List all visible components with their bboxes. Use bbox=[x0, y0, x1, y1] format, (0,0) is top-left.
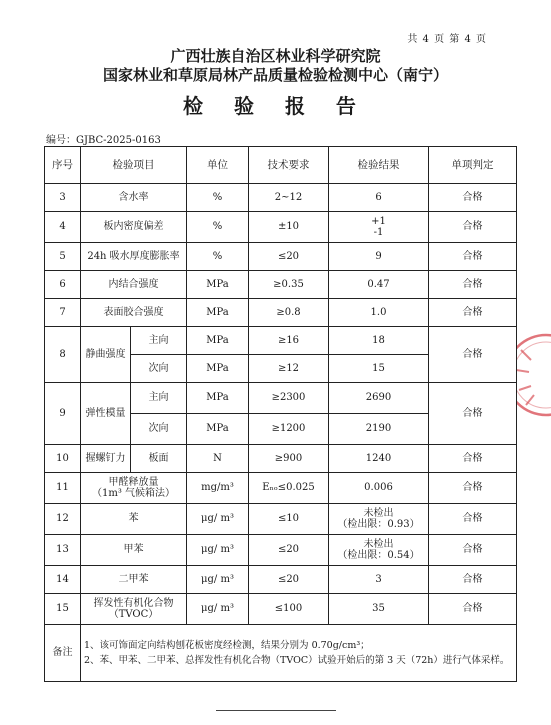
signature-line bbox=[216, 710, 336, 711]
seq-cell: 11 bbox=[45, 473, 81, 504]
seq-cell: 8 bbox=[45, 327, 81, 383]
header-result: 检验结果 bbox=[329, 147, 429, 184]
requirement-cell: ≥16 bbox=[249, 327, 329, 355]
item-cell: 弹性模量 bbox=[81, 383, 131, 445]
table-row bbox=[45, 383, 517, 414]
unit-cell: MPa bbox=[187, 355, 249, 383]
result-plus: +1 bbox=[371, 215, 386, 227]
item-cell: 静曲强度 bbox=[81, 327, 131, 383]
judgement-cell: 合格 bbox=[429, 299, 517, 327]
item-cell: 24h 吸水厚度膨胀率 bbox=[81, 243, 187, 271]
testing-center-name: 国家林业和草原局林产品质量检验检测中心（南宁） bbox=[102, 66, 448, 84]
table-row bbox=[45, 184, 517, 212]
table-row bbox=[45, 535, 517, 566]
seq-cell: 7 bbox=[45, 299, 81, 327]
seq-cell: 13 bbox=[45, 535, 81, 566]
item-method: （1m³ 气候箱法） bbox=[91, 488, 176, 499]
result-cell bbox=[329, 535, 429, 566]
report-code: 编号：GJBC-2025-0163 bbox=[46, 135, 161, 146]
requirement-cell: ≤20 bbox=[249, 535, 329, 566]
requirement-cell: ≤20 bbox=[249, 243, 329, 271]
table-row bbox=[45, 566, 517, 594]
table-row bbox=[45, 327, 517, 355]
item-abbrev: （TVOC） bbox=[108, 609, 159, 620]
result-cell: 1240 bbox=[329, 445, 429, 473]
table-row bbox=[45, 594, 517, 625]
result-not-detected: 未检出 bbox=[363, 507, 394, 519]
judgement-cell: 合格 bbox=[429, 445, 517, 473]
requirement-cell: 2~12 bbox=[249, 184, 329, 212]
judgement-cell: 合格 bbox=[429, 535, 517, 566]
seq-cell: 14 bbox=[45, 566, 81, 594]
seq-cell: 6 bbox=[45, 271, 81, 299]
notes-label: 备注 bbox=[45, 625, 81, 682]
unit-cell: MPa bbox=[187, 383, 249, 414]
item-cell: 握螺钉力 bbox=[81, 445, 131, 473]
red-seal-stamp bbox=[517, 300, 551, 450]
requirement-cell: ±10 bbox=[249, 212, 329, 243]
result-cell: 15 bbox=[329, 355, 429, 383]
result-cell: 35 bbox=[329, 594, 429, 625]
requirement-cell: ≤100 bbox=[249, 594, 329, 625]
item-cell: 苯 bbox=[81, 504, 187, 535]
unit-cell: mg/m³ bbox=[187, 473, 249, 504]
header-item: 检验项目 bbox=[81, 147, 187, 184]
item-cell: 甲苯 bbox=[81, 535, 187, 566]
direction-cell: 主向 bbox=[131, 383, 187, 414]
unit-cell: μg/ m³ bbox=[187, 594, 249, 625]
requirement-cell: ≤10 bbox=[249, 504, 329, 535]
requirement-cell: ≥0.8 bbox=[249, 299, 329, 327]
document-title: 检 验 报 告 bbox=[183, 94, 368, 118]
seq-cell: 4 bbox=[45, 212, 81, 243]
detection-limit: （检出限：0.93） bbox=[337, 519, 420, 530]
item-cell: 含水率 bbox=[81, 184, 187, 212]
result-cell: 3 bbox=[329, 566, 429, 594]
requirement-cell: ≥1200 bbox=[249, 414, 329, 445]
requirement-cell: ≥900 bbox=[249, 445, 329, 473]
judgement-cell: 合格 bbox=[429, 184, 517, 212]
organization-name: 广西壮族自治区林业科学研究院 bbox=[170, 47, 381, 65]
seq-cell: 12 bbox=[45, 504, 81, 535]
unit-cell: % bbox=[187, 212, 249, 243]
direction-cell: 主向 bbox=[131, 327, 187, 355]
seq-cell: 15 bbox=[45, 594, 81, 625]
result-cell: 2190 bbox=[329, 414, 429, 445]
table-row bbox=[45, 504, 517, 535]
item-cell: 二甲苯 bbox=[81, 566, 187, 594]
unit-cell: MPa bbox=[187, 271, 249, 299]
header-requirement: 技术要求 bbox=[249, 147, 329, 184]
unit-cell: μg/ m³ bbox=[187, 566, 249, 594]
notes-row bbox=[45, 625, 517, 682]
requirement-cell: ≥12 bbox=[249, 355, 329, 383]
table-row bbox=[45, 299, 517, 327]
unit-cell: MPa bbox=[187, 327, 249, 355]
table-row bbox=[45, 473, 517, 504]
unit-cell: % bbox=[187, 243, 249, 271]
result-cell: 2690 bbox=[329, 383, 429, 414]
result-cell: 1.0 bbox=[329, 299, 429, 327]
note-line-1: 1、该可饰面定向结构刨花板密度经检测，结果分别为 0.70g/cm³； bbox=[84, 639, 370, 651]
judgement-cell: 合格 bbox=[429, 212, 517, 243]
judgement-cell: 合格 bbox=[429, 327, 517, 383]
seq-cell: 10 bbox=[45, 445, 81, 473]
judgement-cell: 合格 bbox=[429, 566, 517, 594]
requirement-cell: ≤20 bbox=[249, 566, 329, 594]
result-cell bbox=[329, 212, 429, 243]
header-judgement: 单项判定 bbox=[429, 147, 517, 184]
unit-cell: % bbox=[187, 184, 249, 212]
unit-cell: MPa bbox=[187, 414, 249, 445]
header-seq: 序号 bbox=[45, 147, 81, 184]
item-cell: 内结合强度 bbox=[81, 271, 187, 299]
notes-content bbox=[81, 625, 517, 682]
requirement-cell: ≥2300 bbox=[249, 383, 329, 414]
judgement-cell: 合格 bbox=[429, 383, 517, 445]
table-row bbox=[45, 212, 517, 243]
result-cell bbox=[329, 504, 429, 535]
surface-cell: 板面 bbox=[131, 445, 187, 473]
result-cell: 0.006 bbox=[329, 473, 429, 504]
judgement-cell: 合格 bbox=[429, 473, 517, 504]
table-row bbox=[45, 243, 517, 271]
unit-cell: μg/ m³ bbox=[187, 535, 249, 566]
detection-limit: （检出限：0.54） bbox=[337, 550, 420, 561]
result-cell: 0.47 bbox=[329, 271, 429, 299]
result-cell: 9 bbox=[329, 243, 429, 271]
item-cell bbox=[81, 594, 187, 625]
result-cell: 6 bbox=[329, 184, 429, 212]
note-line-2: 2、苯、甲苯、二甲苯、总挥发性有机化合物（TVOC）试验开始后的第 3 天（72h）进行气体采样。 bbox=[84, 655, 510, 666]
judgement-cell: 合格 bbox=[429, 594, 517, 625]
result-minus: -1 bbox=[373, 227, 384, 238]
judgement-cell: 合格 bbox=[429, 504, 517, 535]
item-name: 甲醛释放量 bbox=[108, 476, 159, 488]
results-table bbox=[44, 146, 517, 682]
judgement-cell: 合格 bbox=[429, 243, 517, 271]
table-header bbox=[45, 147, 517, 184]
seq-cell: 5 bbox=[45, 243, 81, 271]
result-not-detected: 未检出 bbox=[363, 538, 394, 550]
seq-cell: 9 bbox=[45, 383, 81, 445]
page-number: 共 4 页 第 4 页 bbox=[407, 34, 487, 45]
item-cell bbox=[81, 473, 187, 504]
result-cell: 18 bbox=[329, 327, 429, 355]
seq-cell: 3 bbox=[45, 184, 81, 212]
direction-cell: 次向 bbox=[131, 414, 187, 445]
table-row bbox=[45, 445, 517, 473]
judgement-cell: 合格 bbox=[429, 271, 517, 299]
item-name: 挥发性有机化合物 bbox=[93, 597, 174, 609]
requirement-cell: ≥0.35 bbox=[249, 271, 329, 299]
requirement-cell: Eₙₒ≤0.025 bbox=[249, 473, 329, 504]
unit-cell: N bbox=[187, 445, 249, 473]
table-row bbox=[45, 271, 517, 299]
item-cell: 板内密度偏差 bbox=[81, 212, 187, 243]
item-cell: 表面胶合强度 bbox=[81, 299, 187, 327]
unit-cell: MPa bbox=[187, 299, 249, 327]
header-unit: 单位 bbox=[187, 147, 249, 184]
unit-cell: μg/ m³ bbox=[187, 504, 249, 535]
direction-cell: 次向 bbox=[131, 355, 187, 383]
